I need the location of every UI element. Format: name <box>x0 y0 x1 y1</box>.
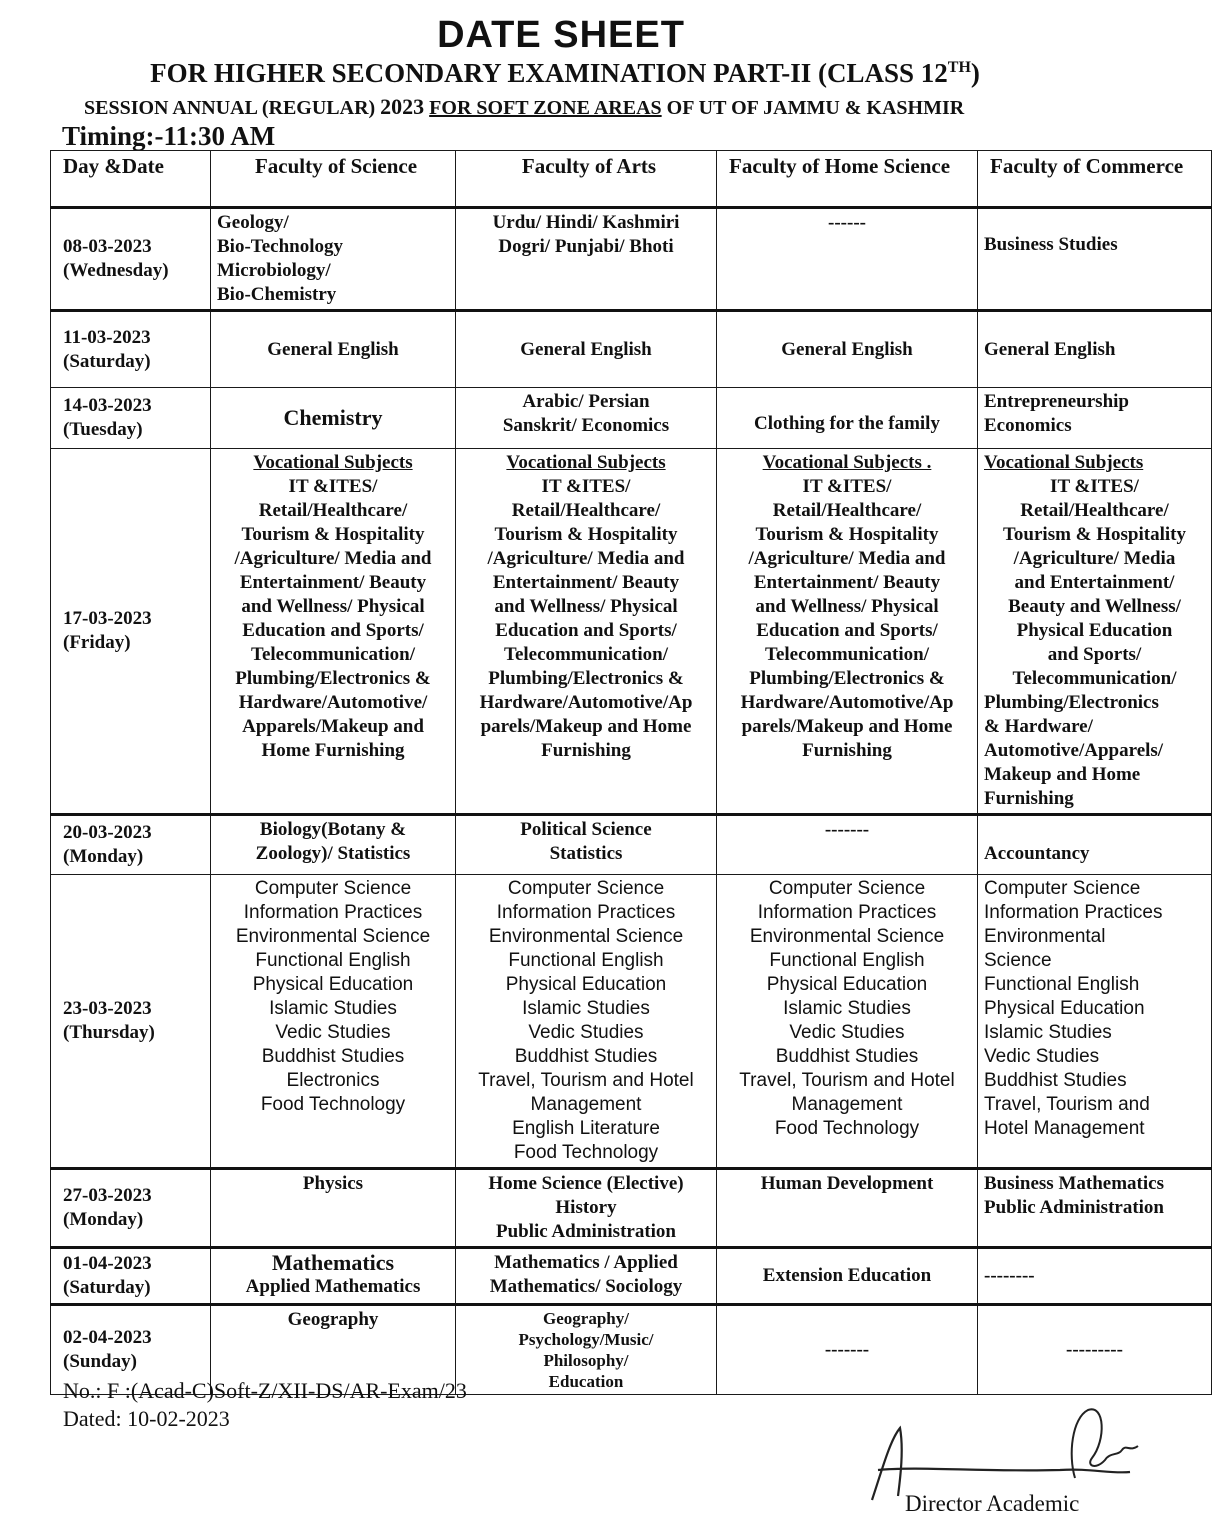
subject: Islamic Studies <box>984 1022 1112 1043</box>
subject: Public Administration <box>984 1197 1164 1218</box>
subject: Home Furnishing <box>261 740 405 761</box>
subject: Philosophy/ <box>543 1351 629 1370</box>
table-row <box>51 815 1212 875</box>
cell-home-science <box>717 388 978 449</box>
cell-commerce <box>978 815 1212 875</box>
subject: Bio-Chemistry <box>217 284 337 305</box>
subject: General English <box>267 338 399 360</box>
header-arts: Faculty of Arts <box>456 151 717 208</box>
subject: Islamic Studies <box>522 998 650 1019</box>
subject: English Literature <box>512 1118 660 1139</box>
subject: /Agriculture/ Media and <box>487 548 685 569</box>
subject: Hardware/Automotive/ <box>238 692 428 713</box>
reference-number: No.: F :(Acad-C)Soft-Z/XII-DS/AR-Exam/23 <box>63 1378 467 1403</box>
subject: Retail/Healthcare/ <box>511 500 661 521</box>
subject: Functional English <box>255 950 411 971</box>
subject: Information Practices <box>984 902 1163 923</box>
table-row <box>51 449 1212 815</box>
subject: Food Technology <box>774 1118 920 1139</box>
subject: Plumbing/Electronics & <box>749 668 945 689</box>
subject: Management <box>530 1094 642 1115</box>
signatory-title: Director Academic <box>905 1491 1080 1516</box>
session-zone: FOR SOFT ZONE AREAS <box>429 97 662 119</box>
subject: parels/Makeup and Home <box>741 716 953 737</box>
subject: Information Practices <box>757 902 937 923</box>
subject: --------- <box>1066 1339 1123 1360</box>
cell-commerce <box>978 1248 1212 1305</box>
table-header-row <box>51 151 1212 208</box>
row-date: 27-03-2023 (Monday) <box>51 1169 211 1248</box>
subject: Hotel Management <box>984 1118 1145 1139</box>
cell-commerce <box>978 449 1212 815</box>
header-home-science: Faculty of Home Science <box>717 151 978 208</box>
cell-science <box>211 208 456 311</box>
cell-arts <box>456 875 717 1169</box>
subject: Information Practices <box>496 902 676 923</box>
cell-home-science <box>717 875 978 1169</box>
subject: Retail/Healthcare/ <box>258 500 408 521</box>
cell-commerce <box>978 208 1212 311</box>
subject: General English <box>781 338 913 360</box>
subject: Environmental <box>984 926 1106 947</box>
cell-science <box>211 388 456 449</box>
subject: Buddhist Studies <box>514 1046 658 1067</box>
exam-timing: Timing:-11:30 AM <box>62 121 276 151</box>
vocational-heading: Vocational Subjects <box>506 452 666 473</box>
subject: Biology(Botany & <box>259 819 407 840</box>
subject: Arabic/ Persian <box>522 391 650 412</box>
subject: Geology/ <box>217 212 289 233</box>
subject: parels/Makeup and Home <box>480 716 692 737</box>
subject: Sanskrit/ Economics <box>502 415 670 436</box>
subject: /Agriculture/ Media and <box>234 548 432 569</box>
subject: Urdu/ Hindi/ Kashmiri <box>492 212 680 233</box>
subject: and Wellness/ Physical <box>755 596 939 617</box>
subject: Telecommunication/ <box>504 644 668 665</box>
cell-science <box>211 1248 456 1305</box>
header-science: Faculty of Science <box>211 151 456 208</box>
subject: & Hardware/ <box>984 716 1093 737</box>
subject: Business Mathematics <box>984 1173 1164 1194</box>
cell-arts <box>456 1305 717 1395</box>
subject: Entertainment/ Beauty <box>492 572 680 593</box>
subject: Hardware/Automotive/Ap <box>740 692 954 713</box>
cell-arts <box>456 388 717 449</box>
subject: Computer Science <box>254 878 412 899</box>
cell-commerce <box>978 1169 1212 1248</box>
session-year: 2023 <box>380 94 425 119</box>
row-date: 14-03-2023 (Tuesday) <box>51 388 211 449</box>
subject: Environmental Science <box>749 926 945 947</box>
subject: Travel, Tourism and Hotel <box>478 1070 694 1091</box>
subject: Mathematics / Applied <box>494 1252 678 1273</box>
subject: Functional English <box>769 950 925 971</box>
cell-arts <box>456 1169 717 1248</box>
table-row <box>51 311 1212 388</box>
subject: Accountancy <box>984 843 1090 864</box>
subject: Telecommunication/ <box>1012 668 1177 689</box>
subject: Public Administration <box>496 1221 676 1242</box>
subject: /Agriculture/ Media <box>1013 548 1176 569</box>
subject: Physical Education <box>505 974 667 995</box>
subject: Vedic Studies <box>528 1022 644 1043</box>
subject: /Agriculture/ Media and <box>748 548 946 569</box>
subject: and Wellness/ Physical <box>241 596 425 617</box>
subject: Political Science <box>520 819 652 840</box>
subject: Entrepreneurship <box>984 391 1129 412</box>
subject: Plumbing/Electronics & <box>488 668 684 689</box>
subject: Furnishing <box>984 788 1074 809</box>
cell-science <box>211 449 456 815</box>
subject: Vedic Studies <box>275 1022 391 1043</box>
row-date: 20-03-2023 (Monday) <box>51 815 211 875</box>
session-prefix: SESSION ANNUAL (REGULAR) <box>84 97 376 119</box>
row-date: 11-03-2023 (Saturday) <box>51 311 211 388</box>
vocational-heading: Vocational Subjects <box>253 452 413 473</box>
subject: Zoology)/ Statistics <box>255 843 411 864</box>
subject: Education <box>548 1372 624 1391</box>
row-date: 01-04-2023 (Saturday) <box>51 1248 211 1305</box>
subject: Mathematics <box>271 1250 395 1275</box>
subject: Human Development <box>760 1173 934 1194</box>
subject: Food Technology <box>260 1094 406 1115</box>
subject: History <box>555 1197 617 1218</box>
subtitle-superscript: TH <box>947 59 971 76</box>
subject: Tourism & Hospitality <box>241 524 425 545</box>
subject: and Entertainment/ <box>1014 572 1175 593</box>
subject: Statistics <box>549 843 623 864</box>
cell-commerce <box>978 875 1212 1169</box>
subject: ------- <box>824 819 870 840</box>
subject: Functional English <box>984 974 1140 995</box>
subject: Functional English <box>508 950 664 971</box>
subject: Economics <box>984 415 1072 436</box>
subject: Information Practices <box>243 902 423 923</box>
cell-science <box>211 1169 456 1248</box>
subject: Islamic Studies <box>269 998 397 1019</box>
subject: Environmental Science <box>488 926 684 947</box>
subject: Geography/ <box>543 1309 629 1328</box>
table-row <box>51 388 1212 449</box>
subject: Tourism & Hospitality <box>1003 524 1186 545</box>
date-sheet-table <box>50 150 1212 1395</box>
subject: Travel, Tourism and Hotel <box>739 1070 955 1091</box>
cell-home-science <box>717 1169 978 1248</box>
subject: Tourism & Hospitality <box>494 524 678 545</box>
subject: Science <box>984 950 1052 971</box>
subject: Computer Science <box>768 878 926 899</box>
table-row <box>51 875 1212 1169</box>
cell-science <box>211 311 456 388</box>
cell-home-science <box>717 1248 978 1305</box>
subject: Applied Mathematics <box>245 1276 421 1297</box>
subject: IT &ITES/ <box>288 476 378 497</box>
subject: Plumbing/Electronics & <box>235 668 431 689</box>
subject: Vedic Studies <box>984 1046 1100 1067</box>
subject: Apparels/Makeup and <box>242 716 424 737</box>
subject: Microbiology/ <box>217 260 331 281</box>
subject: Chemistry <box>283 405 383 430</box>
subject: Vedic Studies <box>789 1022 905 1043</box>
subject: IT &ITES/ <box>1050 476 1139 497</box>
subject: Plumbing/Electronics <box>984 692 1159 713</box>
subject: Environmental Science <box>235 926 431 947</box>
cell-commerce <box>978 1305 1212 1395</box>
header-day-date: Day &Date <box>51 151 211 208</box>
subject: IT &ITES/ <box>541 476 631 497</box>
row-date: 17-03-2023 (Friday) <box>51 449 211 815</box>
cell-home-science <box>717 1305 978 1395</box>
subject: Buddhist Studies <box>984 1070 1127 1091</box>
subject: ------- <box>824 1339 870 1360</box>
subject: Automotive/Apparels/ <box>984 740 1164 761</box>
subject: Electronics <box>286 1070 380 1091</box>
row-date: 23-03-2023 (Thursday) <box>51 875 211 1169</box>
table-row <box>51 1169 1212 1248</box>
cell-home-science <box>717 208 978 311</box>
subject: General English <box>984 338 1116 360</box>
session-suffix: OF UT OF JAMMU & KASHMIR <box>666 97 965 119</box>
subject: Physical Education <box>252 974 414 995</box>
subject: Management <box>791 1094 903 1115</box>
subject: -------- <box>984 1265 1035 1286</box>
subject: Buddhist Studies <box>775 1046 919 1067</box>
dated-line: Dated: 10-02-2023 <box>63 1406 230 1431</box>
subject: Furnishing <box>541 740 631 761</box>
subject: Hardware/Automotive/Ap <box>479 692 693 713</box>
cell-home-science <box>717 449 978 815</box>
subject: Psychology/Music/ <box>518 1330 654 1349</box>
subject: IT &ITES/ <box>802 476 892 497</box>
cell-science <box>211 875 456 1169</box>
header-commerce: Faculty of Commerce <box>978 151 1212 208</box>
subject: Makeup and Home <box>984 764 1141 785</box>
subject: Physical Education <box>984 998 1145 1019</box>
subject: and Wellness/ Physical <box>494 596 678 617</box>
subject: Entertainment/ Beauty <box>239 572 427 593</box>
subject: Computer Science <box>984 878 1141 899</box>
subject: Business Studies <box>984 234 1118 255</box>
subject: Tourism & Hospitality <box>755 524 939 545</box>
subject: Education and Sports/ <box>495 620 677 641</box>
subject: General English <box>520 338 652 360</box>
subject: Islamic Studies <box>783 998 911 1019</box>
subject: Retail/Healthcare/ <box>772 500 922 521</box>
session-line <box>84 94 964 120</box>
cell-arts <box>456 1248 717 1305</box>
subject: Physical Education <box>766 974 928 995</box>
subject: Entertainment/ Beauty <box>753 572 941 593</box>
cell-home-science <box>717 815 978 875</box>
cell-arts <box>456 815 717 875</box>
vocational-heading: Vocational Subjects <box>984 452 1144 473</box>
subject: Geography <box>287 1309 379 1330</box>
subject: Food Technology <box>513 1142 659 1163</box>
subject: Buddhist Studies <box>261 1046 405 1067</box>
cell-arts <box>456 208 717 311</box>
subject: Beauty and Wellness/ <box>1008 596 1181 617</box>
document-subtitle <box>0 58 1130 89</box>
subject: Bio-Technology <box>217 236 343 257</box>
subject: and Sports/ <box>1047 644 1142 665</box>
subtitle-main: FOR HIGHER SECONDARY EXAMINATION PART-II (CLASS 12 <box>150 58 948 88</box>
subject: Mathematics/ Sociology <box>489 1276 683 1297</box>
cell-science <box>211 815 456 875</box>
document-title: DATE SHEET <box>437 14 685 56</box>
subject: Home Science (Elective) <box>488 1173 684 1194</box>
table-row <box>51 1248 1212 1305</box>
subject: Physical Education <box>1016 620 1173 641</box>
subject: Retail/Healthcare/ <box>1020 500 1169 521</box>
subject: Telecommunication/ <box>251 644 415 665</box>
subject: Travel, Tourism and <box>984 1094 1150 1115</box>
subject: Education and Sports/ <box>756 620 938 641</box>
vocational-heading: Vocational Subjects . <box>762 452 932 473</box>
subject: Computer Science <box>507 878 665 899</box>
subject: ------ <box>828 212 866 233</box>
cell-arts <box>456 449 717 815</box>
subject: Education and Sports/ <box>242 620 424 641</box>
table-row <box>51 208 1212 311</box>
cell-home-science <box>717 311 978 388</box>
subject: Physics <box>302 1173 364 1194</box>
subject: Extension Education <box>762 1265 932 1286</box>
cell-arts <box>456 311 717 388</box>
subtitle-end: ) <box>970 58 980 88</box>
subject: Dogri/ Punjabi/ Bhoti <box>498 236 674 257</box>
subject: Clothing for the family <box>754 413 940 434</box>
row-date: 02-04-2023 (Sunday) <box>51 1305 211 1395</box>
cell-commerce <box>978 311 1212 388</box>
subject: Furnishing <box>802 740 892 761</box>
row-date: 08-03-2023 (Wednesday) <box>51 208 211 311</box>
subject: Telecommunication/ <box>765 644 929 665</box>
cell-commerce <box>978 388 1212 449</box>
